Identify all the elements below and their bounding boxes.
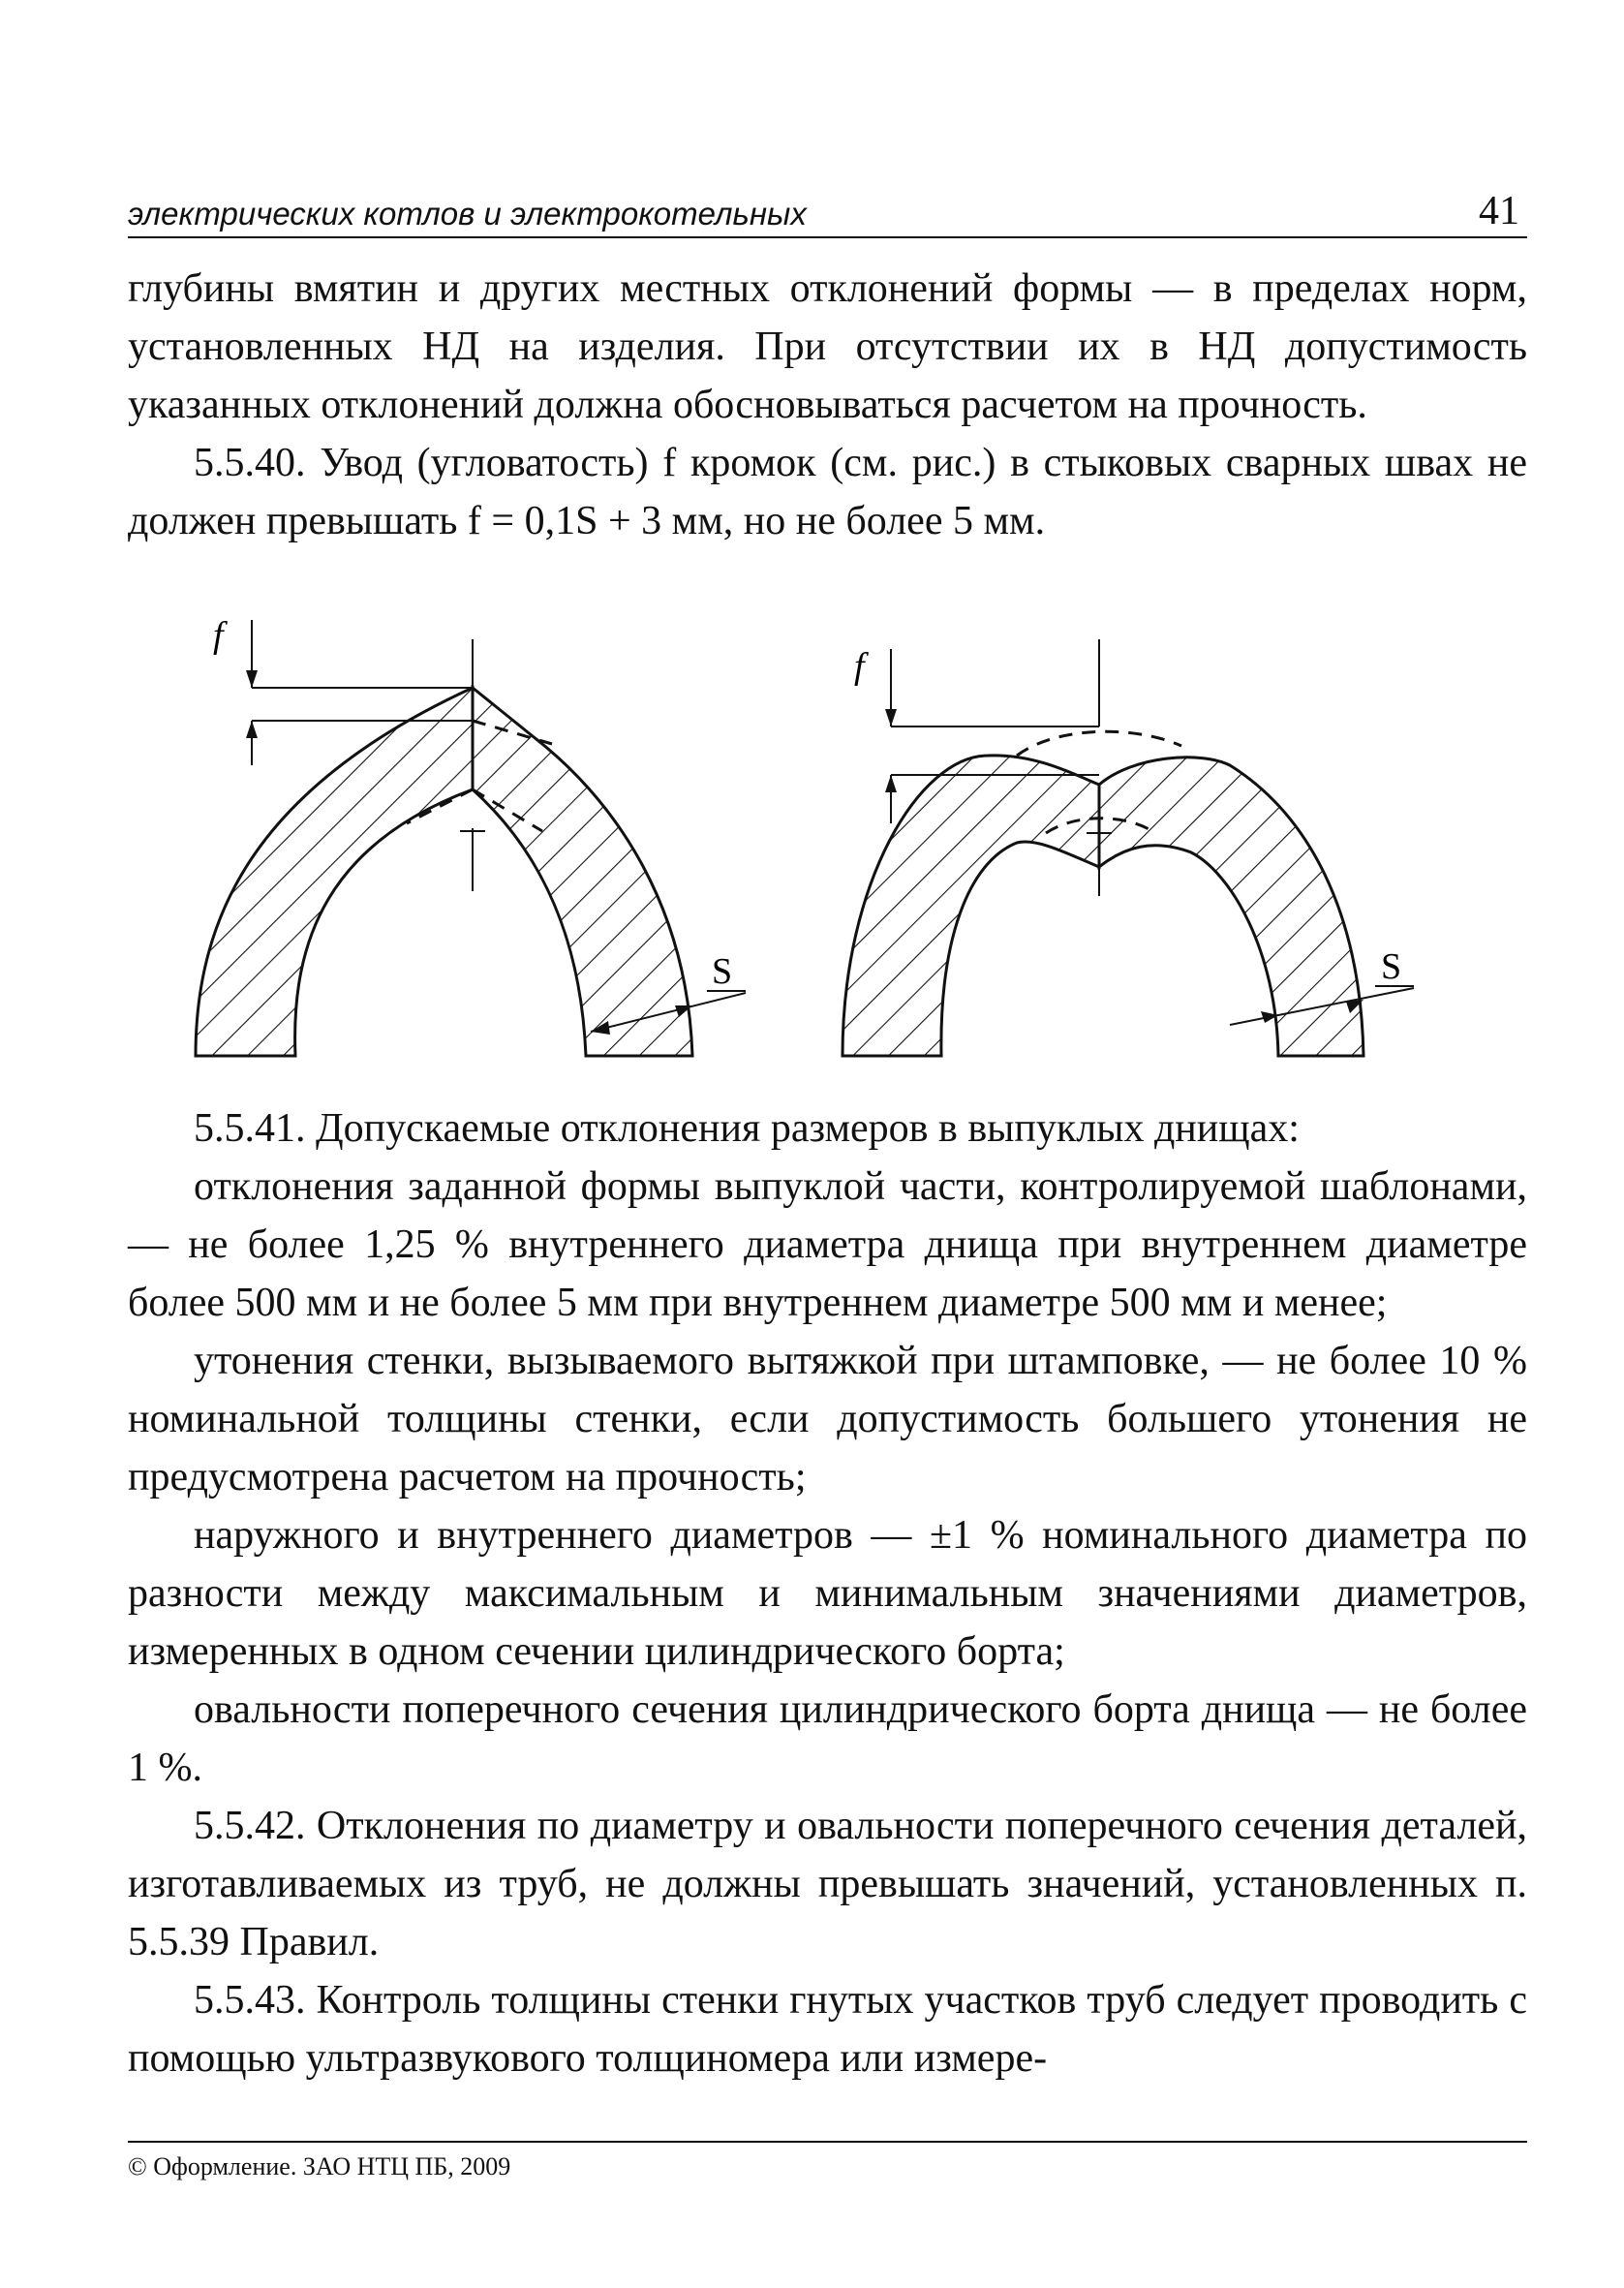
- dimension-f-label-2: f: [854, 646, 865, 687]
- body-text-bottom: [128, 1099, 1527, 2087]
- page-number: 41: [1479, 189, 1519, 233]
- paragraph-5-5-40: 5.5.40. Увод (угловатость) f кромок (см. рис.) в стыковых сварных швах не должен превышать f = 0,1S + 3 мм, но не более 5 мм.: [128, 441, 1527, 543]
- running-title: электрических котлов и электрокотельных: [128, 196, 807, 232]
- running-header: [128, 190, 1527, 238]
- figure-edge-offset: [843, 639, 1414, 1056]
- copyright-text: © Оформление. ЗАО НТЦ ПБ, 2009: [128, 2152, 511, 2180]
- weld-misalignment-figures: [184, 620, 1530, 1075]
- paragraph-ovality: овальности поперечного сечения цилиндрического борта днища — не более 1 %.: [128, 1687, 1527, 1790]
- footer: [128, 2141, 1527, 2181]
- paragraph-shape-deviation: отклонения заданной формы выпуклой части, контролируемой шаблонами, — не более 1,25 % внутреннего диаметра днища при внутреннем диаметре более 500 мм и не более 5 мм при внутреннем диаметре 500 мм и менее;: [128, 1164, 1527, 1325]
- paragraph-continuation: глубины вмятин и других местных отклонений формы — в пределах норм, установленных НД на изделия. При отсутствии их в НД допустимость указанных отклонений должна обосновываться расчетом на прочность.: [128, 266, 1527, 427]
- figure-angular-misalignment: [196, 620, 746, 1056]
- paragraph-5-5-41: 5.5.41. Допускаемые отклонения размеров в выпуклых днищах:: [194, 1106, 1300, 1151]
- dimension-f-label: f: [213, 620, 224, 656]
- paragraph-5-5-43: 5.5.43. Контроль толщины стенки гнутых участков труб следует проводить с помощью ультразвукового толщиномера или измере-: [128, 1978, 1527, 2081]
- paragraph-wall-thinning: утонения стенки, вызываемого вытяжкой при штамповке, — не более 10 % номинальной толщины стенки, если допустимость большего утонения не предусмотрена расчетом на прочность;: [128, 1339, 1527, 1500]
- dimension-s-label-2: S: [1381, 946, 1402, 987]
- paragraph-diameters: наружного и внутреннего диаметров — ±1 % номинального диаметра по разности между максимальным и минимальным значениями диаметров, измеренных в одном сечении цилиндрического борта;: [128, 1513, 1527, 1674]
- dimension-s-label: S: [712, 951, 733, 992]
- body-text-top: [128, 260, 1527, 550]
- paragraph-5-5-42: 5.5.42. Отклонения по диаметру и овальности поперечного сечения деталей, изготавливаемых из труб, не должны превышать значений, установленных п. 5.5.39 Правил.: [128, 1804, 1527, 1964]
